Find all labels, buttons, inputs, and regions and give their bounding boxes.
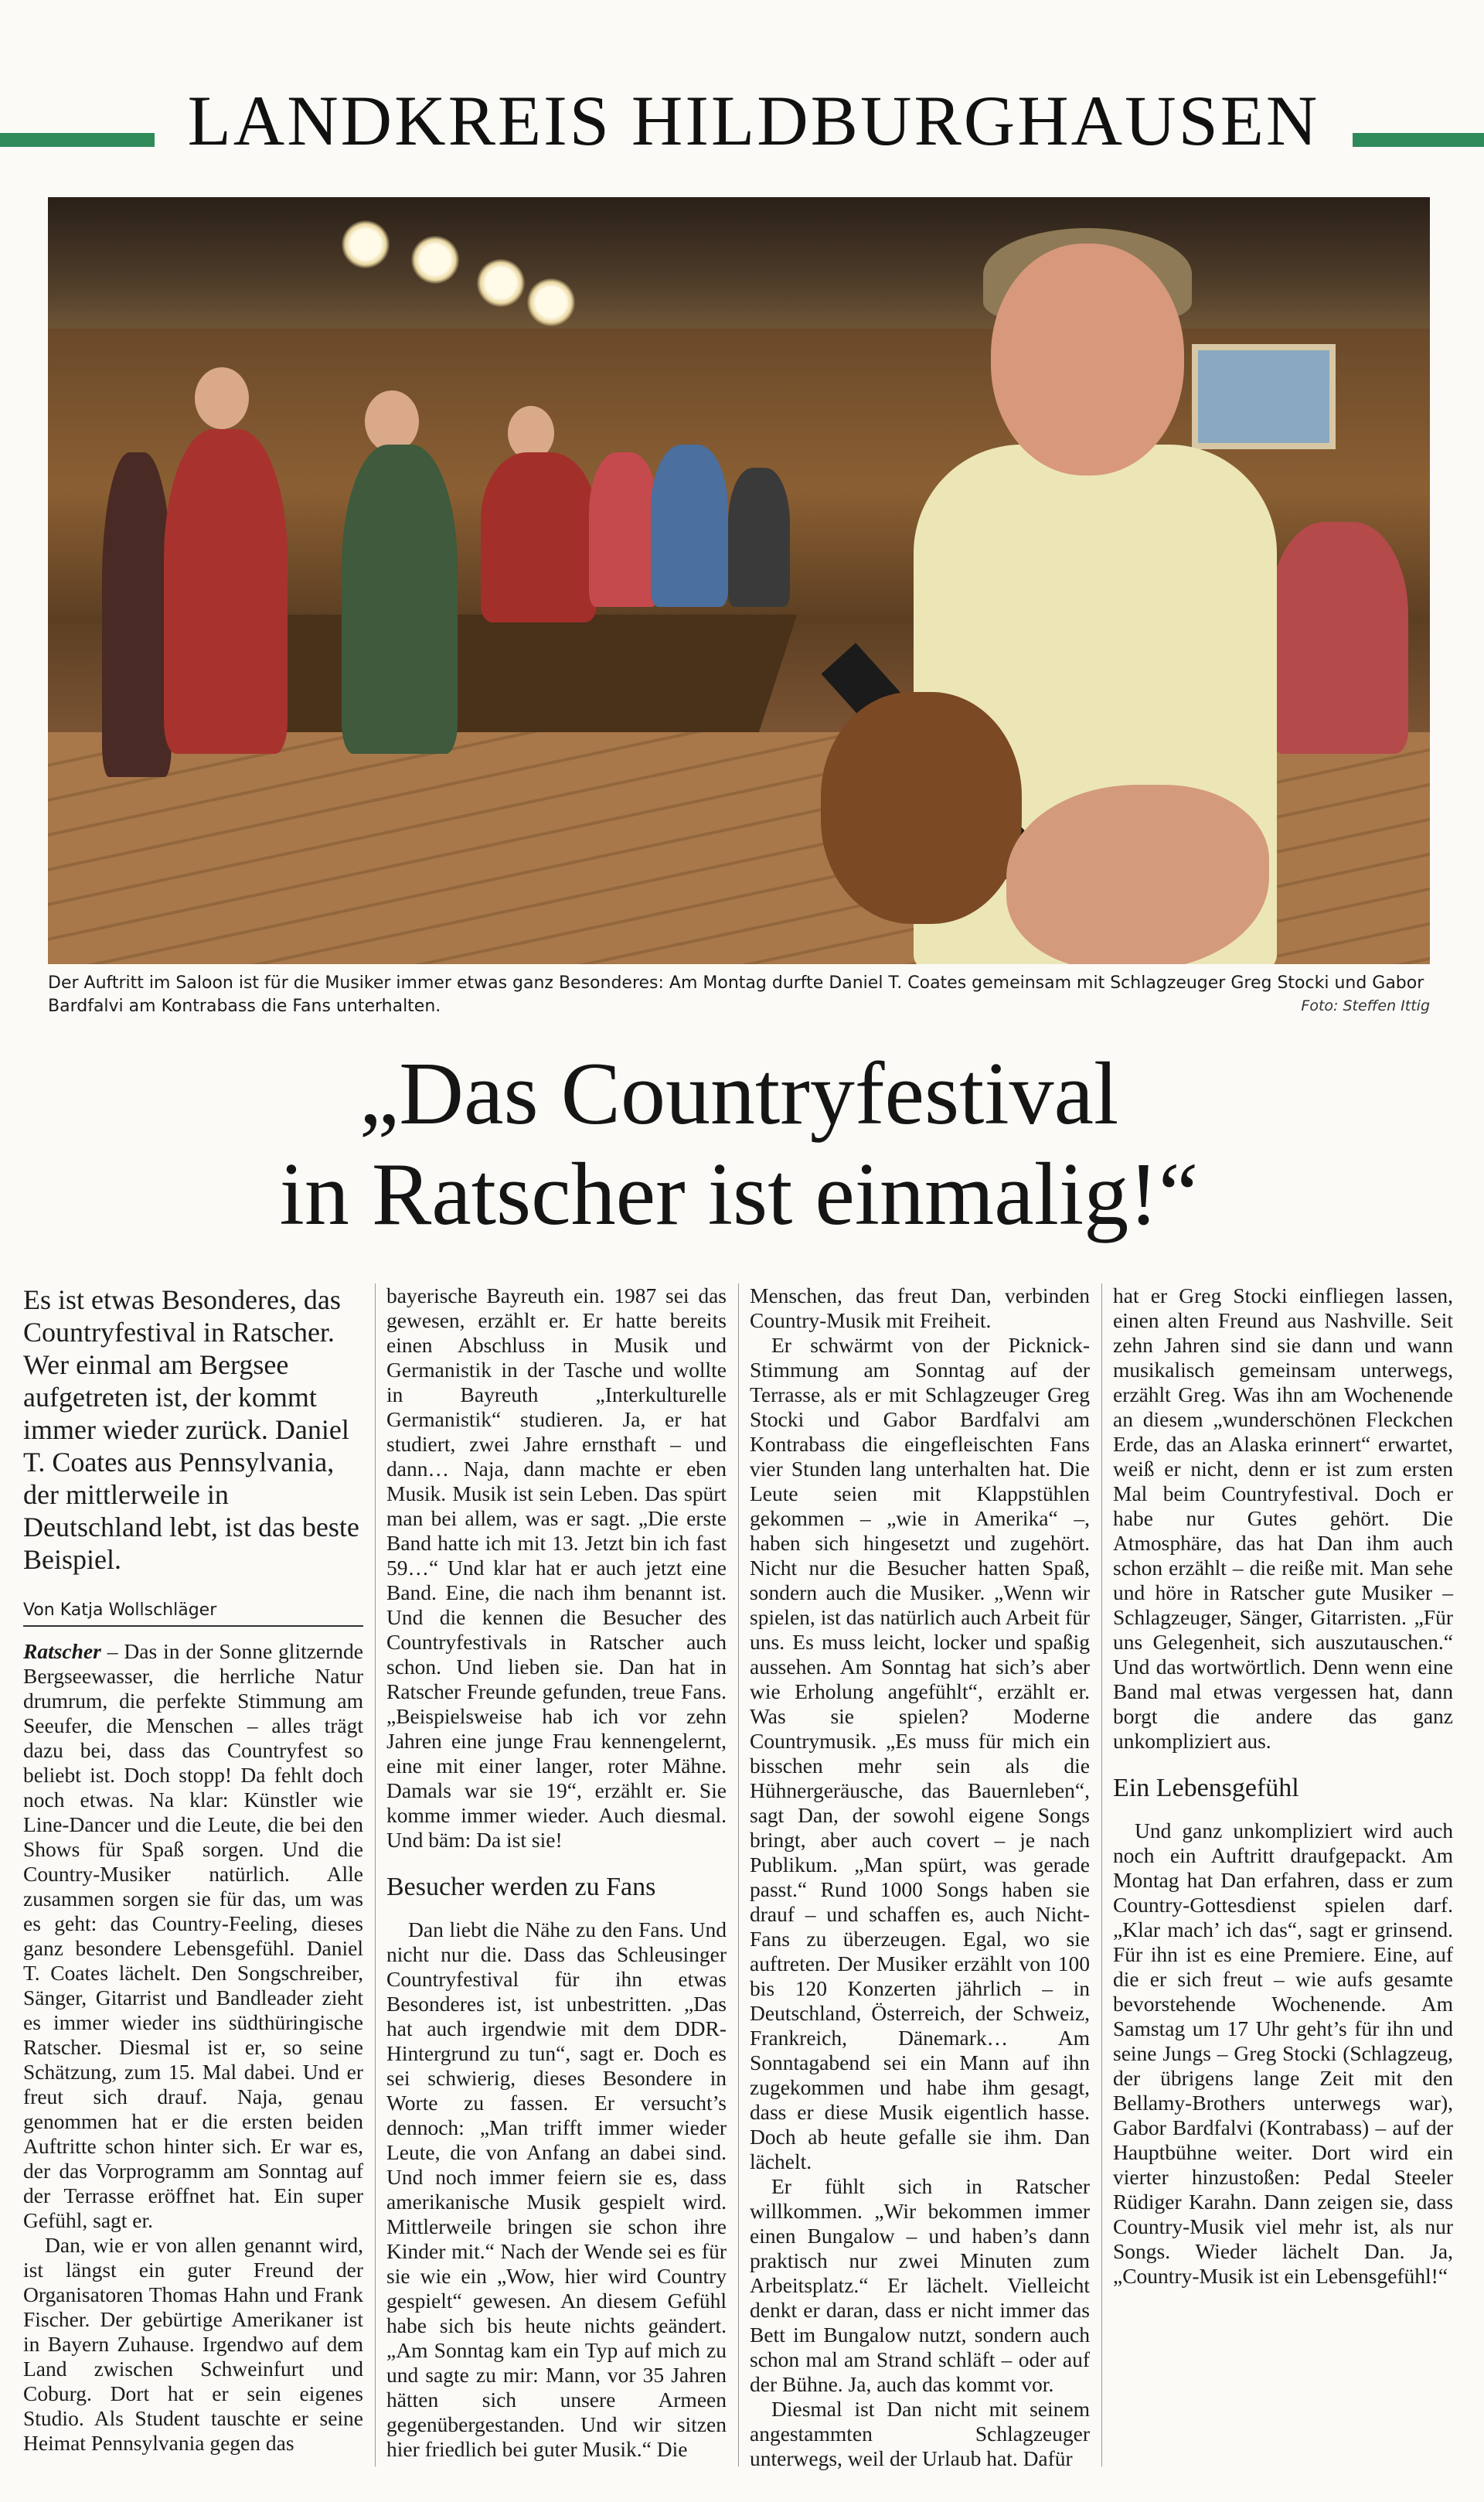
photo-credit: Foto: Steffen Ittig — [1301, 997, 1430, 1014]
article-byline: Von Katja Wollschläger — [23, 1599, 363, 1627]
guest-figure — [481, 452, 597, 622]
guest-figure — [164, 429, 288, 754]
article-headline — [48, 1044, 1430, 1245]
guitar — [821, 692, 1022, 924]
stage-lamp — [527, 278, 575, 326]
article-teaser: Es ist etwas Besonderes, das Countryfestival in Ratscher. Wer einmal am Bergsee aufgetreten ist, der kommt immer wieder zurück. Daniel T. Coates aus Pennsylvania, der mittlerweile in Deutschland lebt, ist das beste Beispiel. — [23, 1284, 359, 1575]
headline-line-1: „Das Countryfestival — [359, 1045, 1119, 1144]
article-paragraph: hat er Greg Stocki einfliegen lassen, einen alten Freund aus Nashville. Seit zehn Jahren sind sie dann und wann musikalisch gemeinsam unterwegs, erzählt Greg. Was ihn am Wochenende an diesem „wunderschönen Fleckchen Erde, das an Alaska erinnert“ erwartet, weiß er nicht, denn er ist zum ersten Mal beim Countryfestival. Doch er habe nur Gutes gehört. Die Atmosphäre, das hat Dan ihm auch schon erzählt – die reiße mit. Man sehe und höre in Ratscher gute Musiker – Schlagzeuger, Sänger, Gitarristen. „Für uns Gelegenheit, sich auszutauschen.“ Und das wortwörtlich. Denn wenn eine Band mal etwas vergessen hat, dann borgt die andere das ganz unkompliziert aus. — [1113, 1283, 1453, 1753]
dateline-place: Ratscher — [23, 1639, 101, 1663]
guest-figure — [651, 445, 728, 607]
photo-caption: Der Auftritt im Saloon ist für die Musiker immer etwas ganz Besonderes: Am Montag durfte Daniel T. Coates gemeinsam mit Schlagzeuger Greg Stocki und Gabor Bardfalvi am Kontrabass die Fans unterhalten. — [48, 973, 1424, 1016]
article-subhead: Besucher werden zu Fans — [386, 1873, 656, 1901]
article-subhead: Ein Lebensgefühl — [1113, 1774, 1299, 1802]
stage-lamp — [411, 236, 459, 284]
article-paragraph: Er schwärmt von der Picknick-Stimmung am Sonntag auf der Terrasse, als er mit Schlagzeuger Greg Stocki und Gabor Bardfalvi am Kontrabass die eingefleischten Fans vier Stunden lang unterhalten hat. Die Leute seien mit Klappstühlen gekommen – „wie in Amerika“ –, haben sich hingesetzt und zugehört. Nicht nur die Besucher hatten Spaß, sondern auch die Musiker. „Wenn wir spielen, ist das natürlich auch Arbeit für uns. Es muss leicht, locker und spaßig aussehen. Am Sonntag hat sich’s aber wie Erholung angefühlt“, erzählt er. Was sie spielen? Moderne Countrymusik. „Es muss für mich ein bisschen mehr sein als die Hühnergeräusche, das Bauernleben“, sagt Dan, der sowohl eigene Songs bringt, aber auch covert – je nach Publikum. „Man spürt, was gerade passt.“ Rund 1000 Songs haben sie drauf – und schaffen es, auch Nicht-Fans zu überzeugen. Egal, wo sie auftreten. Der Musiker erzählt von 100 bis 120 Konzerten jährlich – in Deutschland, Österreich, der Schweiz, Frankreich, Dänemark… Am Sonntagabend sei ein Mann auf ihn zugekommen und habe ihm gesagt, dass er diese Musik eigentlich hasse. Doch ab heute gefalle sie ihm. Dan lächelt. — [750, 1333, 1090, 2173]
paragraph-text: – Das in der Sonne glitzernde Bergseewasser, die herrliche Natur drumrum, die perfekte Stimmung am Seeufer, die Menschen – alles trägt dazu bei, dass das Countryfest so beliebt ist. Doch stopp! Da fehlt doch noch etwas. Na klar: Künstler wie Line-Dancer und die Leute, die bei den Shows für Spaß sorgen. Und die Country-Musiker natürlich. Alle zusammen sorgen sie für das, um was es geht: das Country-Feeling, dieses ganz besondere Lebensgefühl. Daniel T. Coates lächelt. Den Songschreiber, Sänger, Gitarrist und Bandleader zieht es immer wieder ins südthüringische Ratscher. Diesmal ist er, so seine Schätzung, zum 15. Mal dabei. Und er freut sich drauf. Naja, genau genommen hat er die ersten beiden Auftritte schon hinter sich. Er war es, der das Vorprogramm am Sonntag auf der Terrasse eröffnet hat. Ein super Gefühl, sagt er. — [23, 1639, 363, 2232]
section-header — [0, 77, 1484, 164]
header-rule-right — [1353, 133, 1484, 147]
guest-head — [195, 367, 249, 429]
article-column-2 — [386, 1283, 727, 2462]
saloon-photo — [48, 197, 1430, 964]
article-paragraph: Und ganz unkompliziert wird auch noch ein Auftritt draufgepackt. Am Montag hat Dan erfahren, dass er zum Country-Gottesdienst spielen darf. „Klar mach’ ich das“, sagt er grinsend. Für ihn ist es eine Premiere. Eine, auf die er sich freut – wie aufs gesamte bevorstehende Wochenende. Am Samstag um 17 Uhr geht’s für ihn und seine Jungs – Greg Stocki (Schlagzeug, der übrigens lange Zeit mit den Bellamy-Brothers unterwegs war), Gabor Bardfalvi (Kontrabass) – auf der Hauptbühne weiter. Dort wird ein vierter hinzustoßen: Pedal Steeler Rüdiger Karahn. Dann zeigen sie, dass Country-Musik viel mehr ist, als nur Songs. Wieder lächelt Dan. Ja, „Country-Musik ist ein Lebensgefühl!“ — [1113, 1819, 1453, 2288]
article-paragraph: Dan liebt die Nähe zu den Fans. Und nicht nur die. Dass das Schleusinger Countryfestival für ihn etwas Besonderes ist, ist unbestritten. „Das hat auch irgendwie mit dem DDR-Hintergrund zu tun“, sagt er. Doch es sei schwierig, dieses Besondere in Worte zu fassen. Er versucht’s dennoch: „Man trifft immer wieder Leute, die von Anfang an dabei sind. Und noch immer feiern sie es, dass amerikanische Musik gespielt wird. Mittlerweile bringen sie schon ihre Kinder mit.“ Nach der Wende sei es für sie wie ein „Wow, hier wird Country gespielt“ gewesen. An diesem Gefühl habe sich bis heute nichts geändert. „Am Sonntag kam ein Typ auf mich zu und sagte zu mir: Mann, vor 35 Jahren hätten sich unsere Armeen gegenübergestanden. Und wir sitzen hier friedlich bei guter Musik.“ Die — [386, 1917, 727, 2461]
article-paragraph — [23, 1639, 363, 2233]
article-paragraph: Diesmal ist Dan nicht mit seinem angestammten Schlagzeuger unterwegs, weil der Urlaub hat. Dafür — [750, 2397, 1090, 2470]
guest-figure — [102, 452, 172, 777]
column-rule — [738, 1283, 739, 2466]
guest-figure — [589, 452, 659, 607]
column-4-content — [1113, 1283, 1453, 2289]
article-paragraph: bayerische Bayreuth ein. 1987 sei das gewesen, erzählt er. Er hatte bereits einen Abschluss in Musik und Germanistik in der Tasche und wollte in Bayreuth „Interkulturelle Germanistik“ studieren. Ja, er hat studiert, zwei Jahre ernsthaft – und dann… Naja, dann machte er eben Musik. Musik ist sein Leben. Das spürt man bei allem, was er sagt. „Die erste Band hatte ich mit 13. Jetzt bin ich fast 59…“ Und klar hat er auch jetzt eine Band. Eine, die nach ihm benannt ist. Und die kennen die Besucher des Countryfestivals in Ratscher auch schon. Und lieben sie. Dan hat in Ratscher Freunde gefunden, treue Fans. „Beispielsweise hab ich vor zehn Jahren eine junge Frau kennengelernt, eine mit einer langer, roter Mähne. Damals war sie 19“, erzählt er. Sie komme immer wieder. Auch diesmal. Und bäm: Da ist sie! — [386, 1283, 727, 1852]
header-rule-left — [0, 133, 155, 147]
guest-figure — [342, 445, 458, 754]
article-paragraph: Menschen, das freut Dan, verbinden Country-Musik mit Freiheit. — [750, 1283, 1090, 1332]
singer-head — [991, 244, 1184, 476]
column-rule — [375, 1283, 376, 2466]
column-rule — [1101, 1283, 1102, 2466]
guest-figure — [728, 468, 790, 607]
section-title: LANDKREIS HILDBURGHAUSEN — [187, 81, 1320, 160]
article-column-4 — [1113, 1283, 1453, 2289]
article-column-3 — [750, 1283, 1090, 2471]
stage-lamp — [477, 259, 525, 307]
singer-hand — [1006, 785, 1269, 964]
guest-figure — [1269, 522, 1408, 754]
article-paragraph: Dan, wie er von allen genannt wird, ist längst ein guter Freund der Organisatoren Thomas Hahn und Frank Fischer. Der gebürtige Amerikaner ist in Bayern Zuhause. Irgendwo auf dem Land zwischen Schweinfurt und Coburg. Dort hat er sein eigenes Studio. Als Student tauschte er seine Heimat Pennsylvania gegen das — [23, 2233, 363, 2455]
column-2-content — [386, 1283, 727, 2462]
guest-head — [365, 390, 419, 452]
column-3-content — [750, 1283, 1090, 2471]
stage-lamp — [342, 220, 390, 268]
headline-line-2: in Ratscher ist einmalig!“ — [279, 1145, 1199, 1244]
article-column-1 — [23, 1283, 363, 2456]
article-paragraph: Er fühlt sich in Ratscher willkommen. „Wir bekommen immer einen Bungalow – und haben’s dann praktisch nur zwei Minuten zum Arbeitsplatz.“ Er lächelt. Vielleicht denkt er daran, dass er nicht immer das Bett im Bungalow nutzt, sondern auch schon mal am Strand schläft – oder auf der Bühne. Ja, auch das kommt vor. — [750, 2174, 1090, 2396]
photo-window — [1192, 344, 1336, 449]
photo-ceiling — [48, 197, 1430, 329]
